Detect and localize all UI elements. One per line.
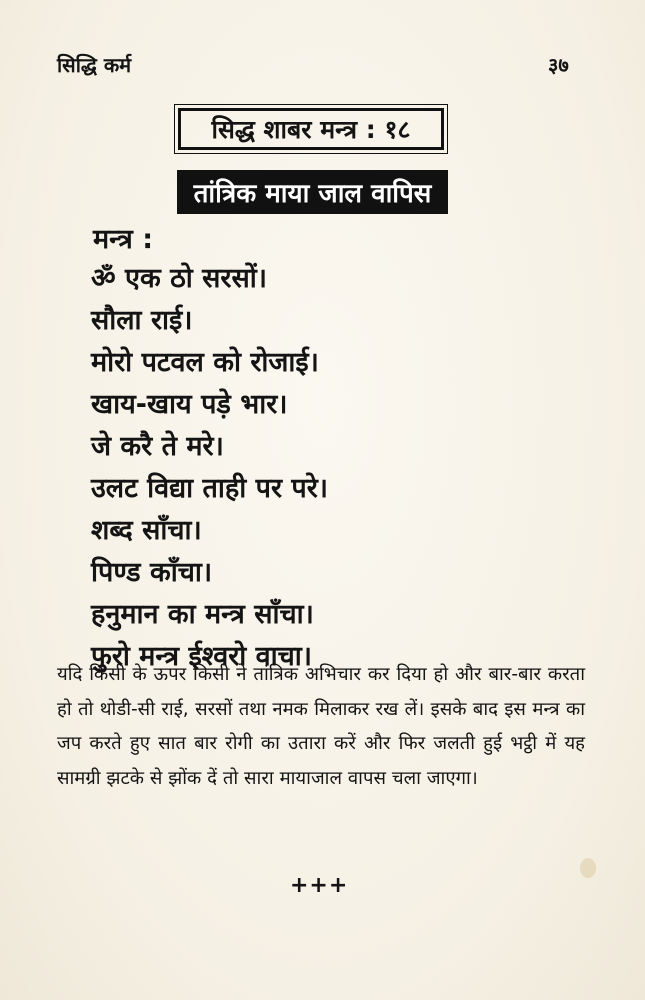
page-number: ३७ xyxy=(548,53,569,77)
mantra-line: शब्द साँचा। xyxy=(91,515,202,546)
section-end-ornament: +++ xyxy=(290,873,349,898)
section-subtitle: तांत्रिक माया जाल वापिस xyxy=(193,179,432,209)
mantra-heading: मन्त्र : xyxy=(93,224,154,255)
mantra-line: फुरो मन्त्र ईश्वरो वाचा। xyxy=(91,641,313,672)
mantra-line: जे करै ते मरे। xyxy=(91,431,224,462)
mantra-line: ॐ एक ठो सरसों। xyxy=(91,263,267,294)
mantra-lines xyxy=(91,258,328,678)
running-header: सिद्धि कर्म xyxy=(57,53,132,77)
section-title: सिद्ध शाबर मन्त्र : १८ xyxy=(211,115,411,144)
section-title-box xyxy=(178,108,444,150)
mantra-line: हनुमान का मन्त्र साँचा। xyxy=(91,599,314,630)
mantra-line: खाय-खाय पड़े भार। xyxy=(91,389,288,420)
paper-stain xyxy=(580,858,596,878)
mantra-line: मोरो पटवल को रोजाई। xyxy=(91,347,319,378)
explanation-paragraph: यदि किसी के ऊपर किसी ने तांत्रिक अभिचार कर दिया हो और बार-बार करता हो तो थोडी-सी राई, सरसों तथा नमक मिलाकर रख लें। इसके बाद इस मन्त्र का जप करते हुए सात बार रोगी का उतारा करें और फिर जलती हुई भट्ठी में यह सामग्री झटके से झोंक दें तो सारा मायाजाल वापस चला जाएगा। xyxy=(57,664,585,789)
mantra-line: सौला राई। xyxy=(91,305,193,336)
section-subtitle-bar xyxy=(177,170,448,214)
mantra-line: उलट विद्या ताही पर परे। xyxy=(91,473,329,504)
mantra-line: पिण्ड काँचा। xyxy=(91,557,213,588)
